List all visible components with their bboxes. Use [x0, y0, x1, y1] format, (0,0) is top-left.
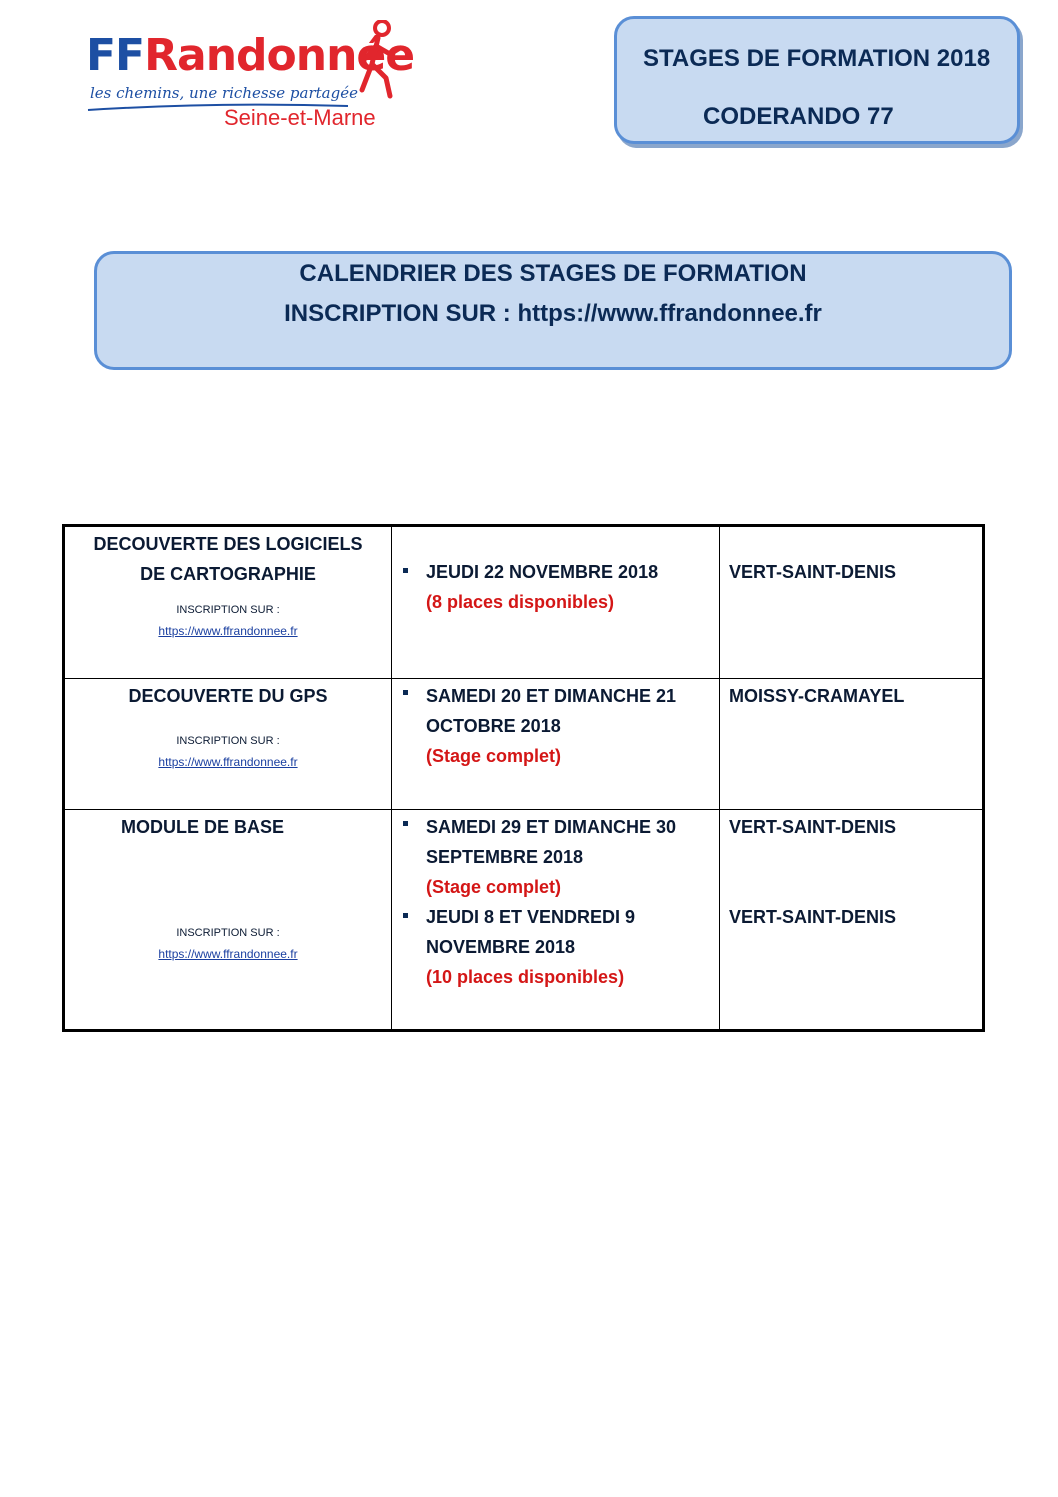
session-item	[392, 810, 719, 902]
session-availability: (Stage complet)	[426, 746, 562, 766]
session-date: SAMEDI 29 ET DIMANCHE 30	[426, 817, 677, 837]
session-item	[392, 902, 719, 992]
bullet-icon	[403, 690, 408, 695]
session-date: JEUDI 8 ET VENDREDI 9	[426, 907, 636, 927]
location-cell	[720, 526, 984, 679]
table-row	[64, 679, 984, 810]
session-item	[392, 679, 719, 771]
header-title: STAGES DE FORMATION 2018	[643, 45, 991, 72]
stages-table	[62, 524, 985, 1032]
session-availability: (8 places disponibles)	[426, 592, 615, 612]
calendar-banner	[94, 251, 1012, 370]
inscription-link[interactable]: https://www.ffrandonnee.fr	[158, 947, 298, 961]
table-row	[64, 810, 984, 1031]
session-location: VERT-SAINT-DENIS	[729, 907, 897, 927]
bullet-icon	[403, 568, 408, 573]
stage-cell	[64, 679, 392, 810]
session-date: OCTOBRE 2018	[426, 716, 561, 736]
stage-title-line: MODULE DE BASE	[121, 817, 285, 837]
stage-title	[65, 679, 391, 711]
dates-cell	[392, 810, 720, 1031]
session-date: JEUDI 22 NOVEMBRE 2018	[426, 562, 659, 582]
inscription-label: INSCRIPTION SUR :	[176, 735, 280, 747]
session-availability: (10 places disponibles)	[426, 967, 625, 987]
stage-cell	[64, 810, 392, 1031]
session-date: SAMEDI 20 ET DIMANCHE 21	[426, 686, 677, 706]
bullet-icon	[403, 821, 408, 826]
session-location: VERT-SAINT-DENIS	[729, 562, 897, 582]
stage-cell	[64, 526, 392, 679]
stage-title-line: DE CARTOGRAPHIE	[140, 564, 316, 584]
dates-cell	[392, 679, 720, 810]
logo-ff: FF	[86, 30, 145, 81]
hiker-icon	[356, 20, 406, 100]
logo-region: Seine-et-Marne	[224, 105, 376, 130]
calendar-title: CALENDRIER DES STAGES DE FORMATION	[299, 260, 807, 287]
stage-title	[65, 527, 391, 589]
stage-title-line: DECOUVERTE DU GPS	[128, 686, 328, 706]
header-title-box	[614, 16, 1020, 144]
logo-randonnee: Randonnée	[144, 30, 415, 81]
inscription-link[interactable]: https://www.ffrandonnee.fr	[158, 624, 298, 638]
logo-tagline: les chemins, une richesse partagée	[90, 84, 358, 102]
dates-cell	[392, 526, 720, 679]
session-location: MOISSY-CRAMAYEL	[729, 686, 905, 706]
inscription-label: INSCRIPTION SUR :	[176, 604, 280, 616]
calendar-inscription: INSCRIPTION SUR : https://www.ffrandonnee.fr	[284, 300, 822, 327]
session-date: NOVEMBRE 2018	[426, 937, 576, 957]
table-row	[64, 526, 984, 679]
location-cell	[720, 810, 984, 1031]
session-availability: (Stage complet)	[426, 877, 562, 897]
bullet-icon	[403, 913, 408, 918]
stage-title-line: DECOUVERTE DES LOGICIELS	[93, 534, 363, 554]
header-subtitle: CODERANDO 77	[703, 103, 894, 130]
session-location: VERT-SAINT-DENIS	[729, 817, 897, 837]
session-date: SEPTEMBRE 2018	[426, 847, 584, 867]
stage-title	[65, 810, 391, 842]
session-item	[392, 557, 719, 617]
location-cell	[720, 679, 984, 810]
inscription-link[interactable]: https://www.ffrandonnee.fr	[158, 755, 298, 769]
inscription-label: INSCRIPTION SUR :	[176, 927, 280, 939]
ffrandonnee-logo	[86, 20, 416, 135]
